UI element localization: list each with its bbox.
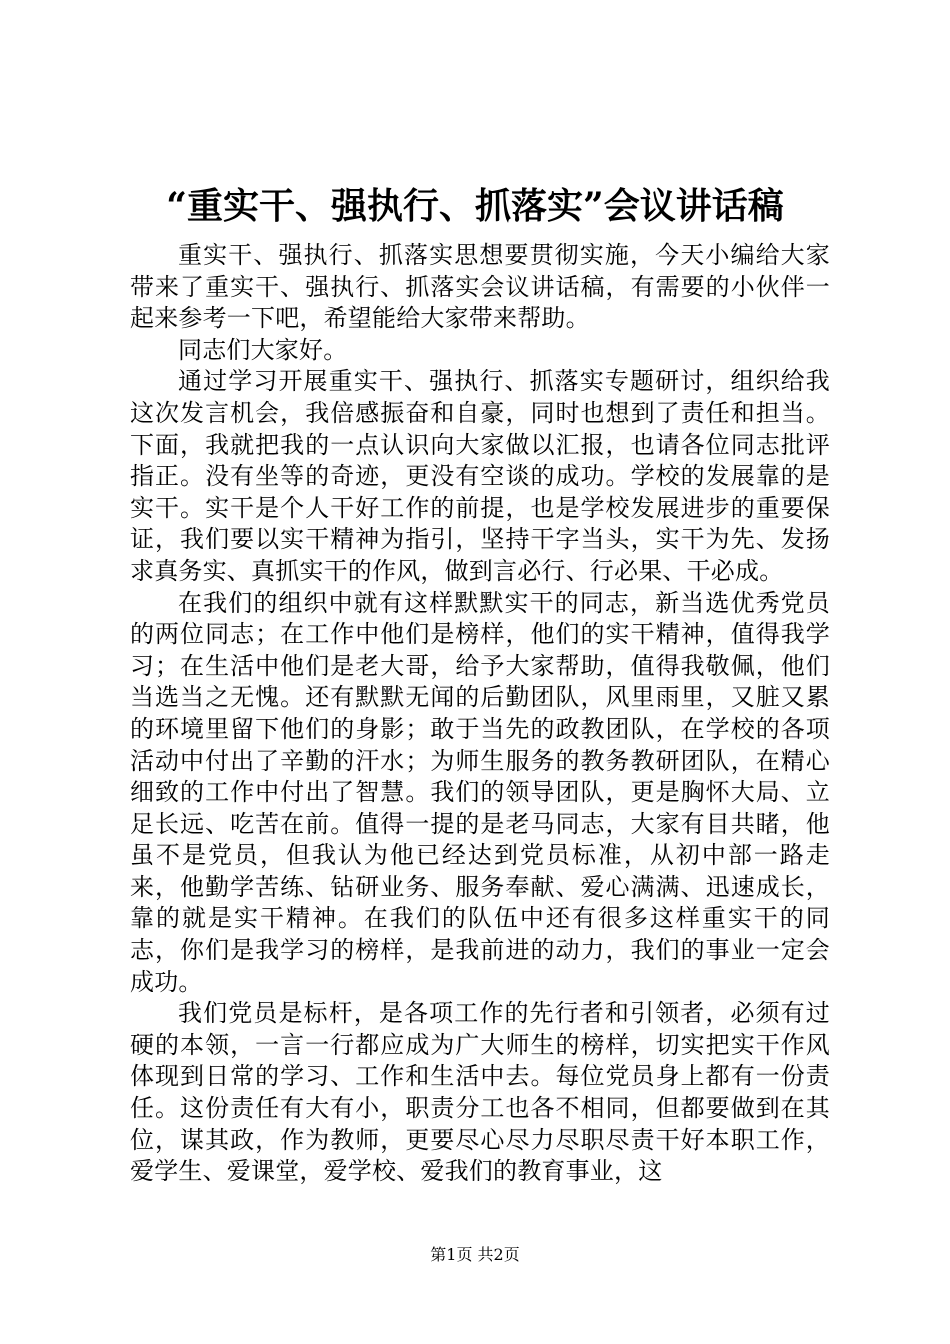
page-number-footer: 第1页 共2页: [430, 1245, 520, 1264]
paragraph-greeting: 同志们大家好。: [178, 335, 348, 364]
paragraph-examples: 在我们的组织中就有这样默默实干的同志，新当选优秀党员的两位同志；在工作中他们是榜样，他们的实干精神，值得我学习；在生活中他们是老大哥，给予大家帮助，值得我敬佩，他们当选当之无愧。还有默默无闻的后勤团队，风里雨里，又脏又累的环境里留下他们的身影；敢于当先的政教团队，在学校的各项活动中付出了辛勤的汗水；为师生服务的教务教研团队，在精心细致的工作中付出了智慧。我们的领导团队，更是胸怀大局、立足长远、吃苦在前。值得一提的是老马同志，大家有目共睹，他虽不是党员，但我认为他已经达到党员标准，从初中部一路走来，他勤学苦练、钻研业务、服务奉献、爱心满满、迅速成长，靠的就是实干精神。在我们的队伍中还有很多这样重实干的同志，你们是我学习的榜样，是我前进的动力，我们的事业一定会成功。: [130, 588, 830, 996]
document-title: “重实干、强执行、抓落实”会议讲话稿: [166, 185, 784, 227]
paragraph-intro: 重实干、强执行、抓落实思想要贯彻实施，今天小编给大家带来了重实干、强执行、抓落实会议讲话稿，有需要的小伙伴一起来参考一下吧，希望能给大家带来帮助。: [130, 241, 830, 333]
paragraph-study: 通过学习开展重实干、强执行、抓落实专题研讨，组织给我这次发言机会，我倍感振奋和自豪，同时也想到了责任和担当。下面，我就把我的一点认识向大家做以汇报，也请各位同志批评指正。没有坐等的奇迹，更没有空谈的成功。学校的发展靠的是实干。实干是个人干好工作的前提，也是学校发展进步的重要保证，我们要以实干精神为指引，坚持干字当头，实干为先、发扬求真务实、真抓实干的作风，做到言必行、行必果、干必成。: [130, 367, 830, 585]
document-body: [130, 240, 830, 1188]
paragraph-party-members: 我们党员是标杆，是各项工作的先行者和引领者，必须有过硬的本领，一言一行都应成为广大师生的榜样，切实把实干作风体现到日常的学习、工作和生活中去。每位党员身上都有一份责任。这份责任有大有小，职责分工也各不相同，但都要做到在其位，谋其政，作为教师，更要尽心尽力尽职尽责干好本职工作，爱学生、爱课堂，爱学校、爱我们的教育事业，这: [130, 999, 830, 1186]
